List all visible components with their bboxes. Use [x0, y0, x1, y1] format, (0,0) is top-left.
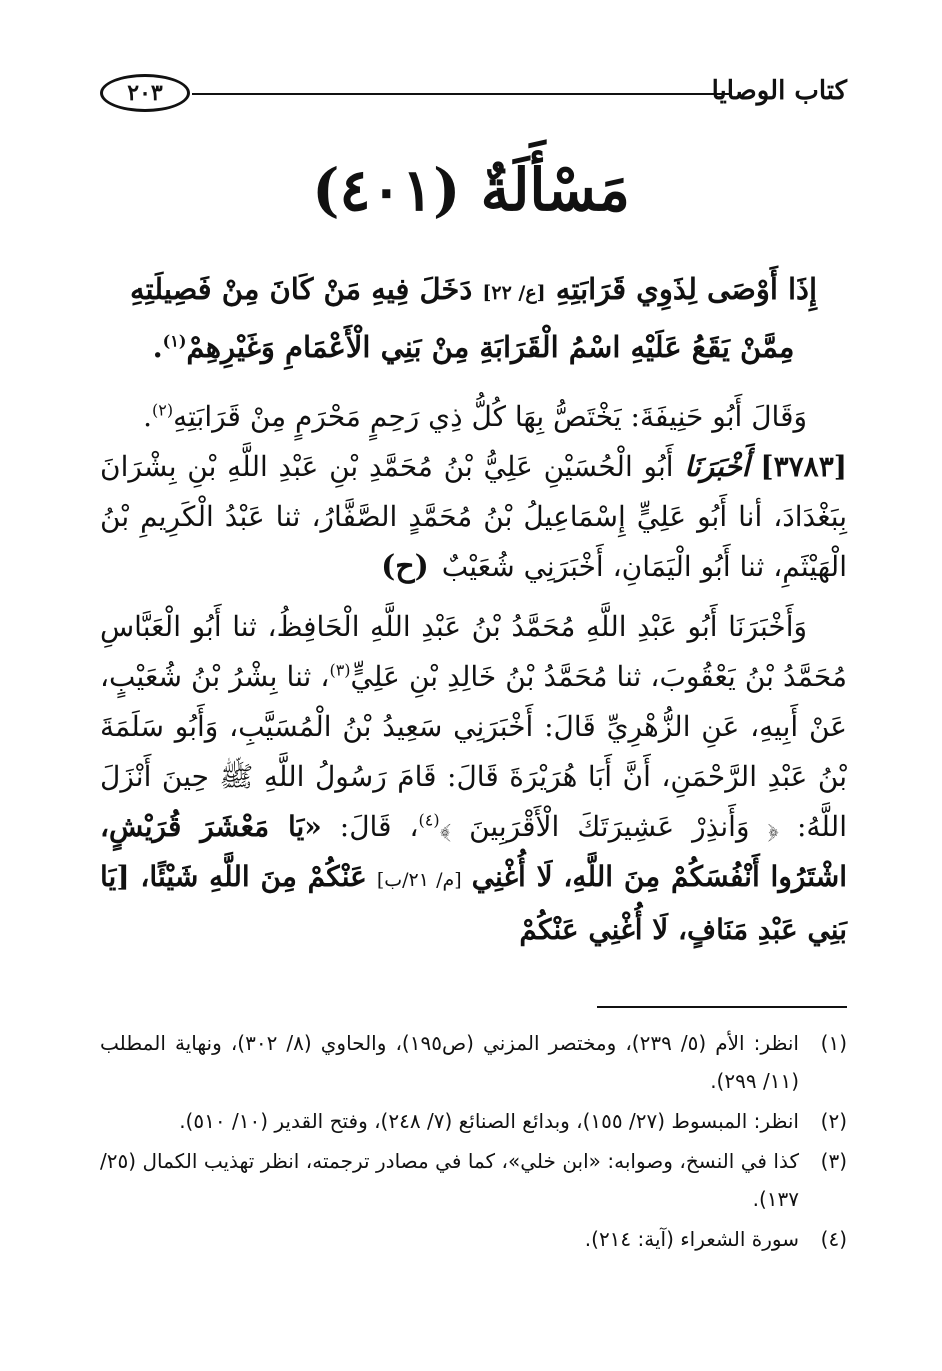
footnote-text: سورة الشعراء (آية: ٢١٤).: [584, 1227, 799, 1251]
main-text: [100, 262, 847, 955]
hadith-quote-part-1: «يَا مَعْشَرَ قُرَيْشٍ، اشْتَرُوا أَنْفُسَكُمْ مِنَ اللَّهِ، لَا أُغْنِي: [100, 810, 847, 893]
lead-paragraph: [100, 262, 847, 374]
footnote-text: انظر: المبسوط (٢٧/ ١٥٥)، وبدائع الصنائع (٧/ ٢٤٨)، وفتح القدير (١٠/ ٥١٠).: [179, 1109, 799, 1133]
footnote-ref-2[interactable]: (٢): [151, 400, 174, 420]
footnote-ref-1[interactable]: (١): [162, 331, 187, 351]
footnote-text: كذا في النسخ، وصوابه: «ابن خلي»، كما في مصادر ترجمته، انظر تهذيب الكمال (٢٥/ ١٣٧).: [100, 1149, 799, 1211]
footnote-ref-3[interactable]: (٣): [329, 660, 351, 680]
footnotes: [100, 1024, 847, 1260]
chapter-title: مَسْأَلَةٌ (٤٠١): [312, 156, 630, 224]
footnote-number: (٤): [820, 1227, 847, 1251]
hadith-number: [٣٧٨٣]: [760, 450, 847, 483]
second-isnad-part-b: ، ثنا بِشْرُ بْنُ شُعَيْبٍ، عَنْ أَبِيهِ، عَنِ الزُّهْرِيِّ قَالَ: أَخْبَرَنِي سَعِيدُ بْنُ الْمُسَيَّبِ، وَأَبُو سَلَمَةَ بْنُ عَبْدِ الرَّحْمَنِ، أَنَّ أَبَا هُرَيْرَةَ قَالَ: قَامَ رَسُولُ اللَّهِ ﷺ حِينَ أَنْزَلَ اللَّهُ: ﴿ وَأَنذِرْ عَشِيرَتَكَ الْأَقْرَبِينَ ﴾: [100, 660, 847, 843]
book-title: كتاب الوصايا: [711, 76, 847, 106]
akhbarana-word: أَخْبَرَنَا: [684, 450, 750, 483]
footnote-item: [100, 1024, 847, 1100]
footnote-item: [100, 1220, 847, 1258]
footnote-item: [100, 1102, 847, 1140]
second-isnad-part-a: وَأَخْبَرَنَا أَبُو عَبْدِ اللَّهِ مُحَمَّدُ بْنُ عَبْدِ اللَّهِ الْحَافِظُ، ثنا أَبُو الْعَبَّاسِ مُحَمَّدُ بْنُ يَعْقُوبَ، ثنا مُحَمَّدُ بْنُ خَالِدِ بْنِ عَلِيٍّ: [100, 610, 847, 693]
lead-text-part-1: إِذَا أَوْصَى لِذَوِي قَرَابَتِهِ: [555, 272, 818, 306]
abu-hanifa-end: .: [143, 400, 152, 433]
footnote-separator: [597, 1006, 847, 1008]
isnad-text: أَبُو الْحُسَيْنِ عَلِيُّ بْنُ مُحَمَّدِ بْنِ عَبْدِ اللَّهِ بْنِ بِشْرَانَ بِبَغْدَادَ، أنا أَبُو عَلِيٍّ إِسْمَاعِيلُ بْنُ مُحَمَّدٍ الصَّفَّارُ، ثنا عَبْدُ الْكَرِيمِ بْنُ الْهَيْثَمِ، ثنا أَبُو الْيَمَانِ، أَخْبَرَنِي شُعَيْبٌ: [100, 450, 847, 583]
page-number: ٢٠٣: [100, 74, 190, 112]
paragraph-abu-hanifa: [100, 392, 847, 442]
footnote-ref-4[interactable]: (٤): [418, 810, 440, 830]
running-header: [100, 62, 847, 122]
footnote-text: انظر: الأم (٥/ ٢٣٩)، ومختصر المزني (ص١٩٥)، والحاوي (٨/ ٣٠٢)، ونهاية المطلب (١١/ ٢٩٩).: [100, 1031, 799, 1093]
header-rule: [192, 93, 729, 95]
footnote-item: [100, 1142, 847, 1218]
tahwil-mark: (ح): [381, 549, 429, 584]
footnote-number: (٣): [820, 1149, 847, 1173]
manuscript-ref-ayn: [ع/ ٢٢]: [482, 282, 546, 304]
second-isnad-part-c: ، قَالَ:: [339, 810, 419, 843]
lead-text-part-2: دَخَلَ فِيهِ مَنْ كَانَ مِنْ فَصِيلَتِهِ مِمَّنْ يَقَعُ عَلَيْهِ اسْمُ الْقَرَابَةِ مِنْ بَنِي الْأَعْمَامِ وَغَيْرِهِمْ: [129, 272, 795, 364]
abu-hanifa-text: وَقَالَ أَبُو حَنِيفَةَ: يَخْتَصُّ بِهَا كُلُّ ذِي رَحِمٍ مَحْرَمٍ مِنْ قَرَابَتِهِ: [173, 400, 807, 433]
paragraph-second-isnad: [100, 602, 847, 955]
lead-end: .: [152, 330, 163, 364]
footnote-number: (٢): [820, 1109, 847, 1133]
manuscript-ref-mim: [م/ ٢١/ب]: [376, 869, 462, 891]
hadith-quote-part-2: عَنْكُمْ مِنَ اللَّهِ شَيْئًا، [يَا بَنِي عَبْدِ مَنَافٍ، لَا أُغْنِي عَنْكُمْ: [100, 860, 847, 946]
footnote-number: (١): [820, 1031, 847, 1055]
paragraph-hadith-3783: [100, 442, 847, 592]
